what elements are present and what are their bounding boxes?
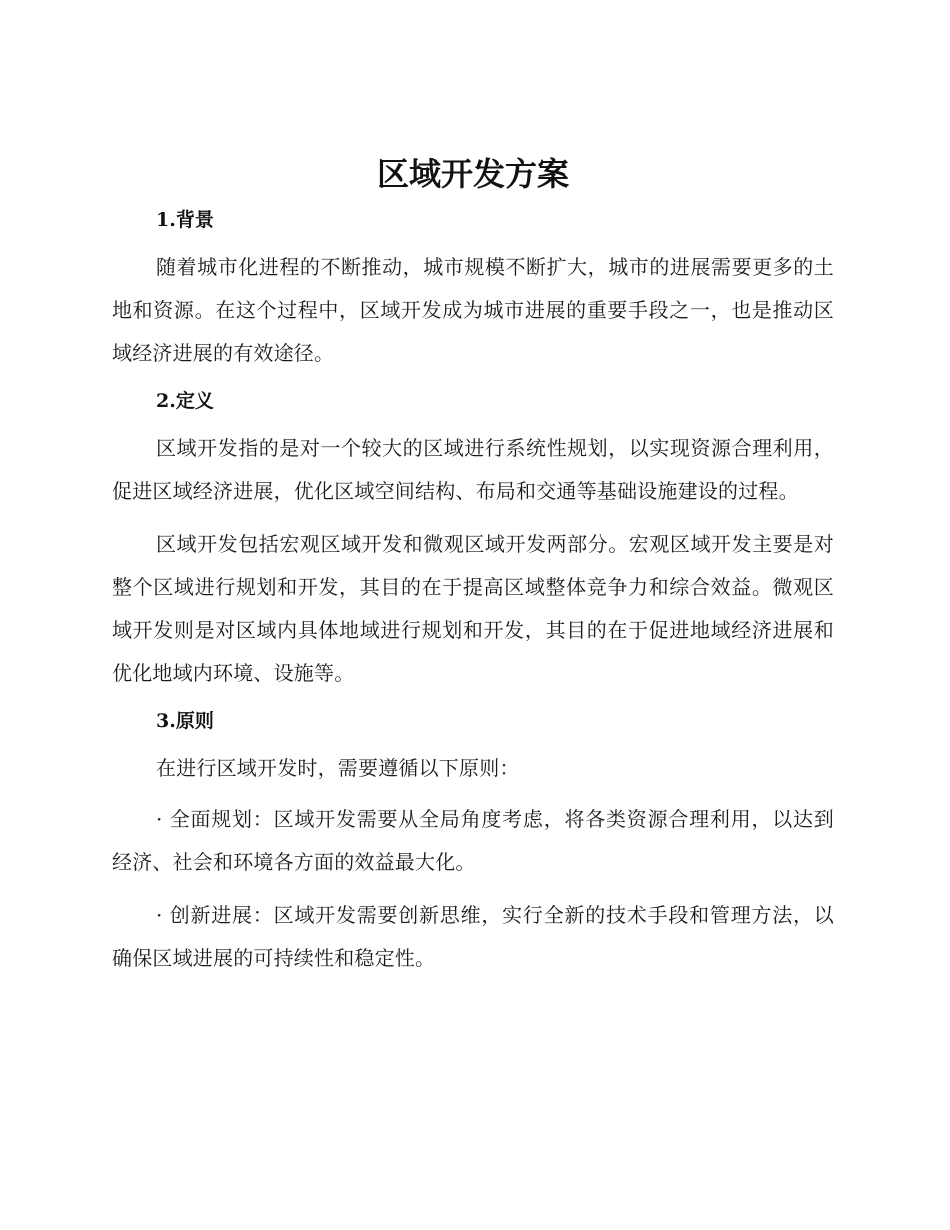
paragraph: 区域开发指的是对一个较大的区域进行系统性规划，以实现资源合理利用，促进区域经济进展，优化区域空间结构、布局和交通等基础设施建设的过程。 bbox=[112, 436, 834, 503]
paragraph: 区域开发包括宏观区域开发和微观区域开发两部分。宏观区域开发主要是对整个区域进行规划和开发，其目的在于提高区域整体竞争力和综合效益。微观区域开发则是对区域内具体地域进行规划和开发，其目的在于促进地域经济进展和优化地域内环境、设施等。 bbox=[112, 532, 834, 685]
paragraph: 随着城市化进程的不断推动，城市规模不断扩大，城市的进展需要更多的土地和资源。在这个过程中，区域开发成为城市进展的重要手段之一，也是推动区域经济进展的有效途径。 bbox=[112, 255, 834, 365]
document-page bbox=[112, 148, 834, 990]
paragraph: 在进行区域开发时，需要遵循以下原则： bbox=[156, 756, 520, 780]
section-heading-background: 1.背景 bbox=[156, 209, 214, 231]
section-principles bbox=[112, 705, 834, 980]
bullet-item: · 全面规划：区域开发需要从全局角度考虑，将各类资源合理利用，以达到经济、社会和环境各方面的效益最大化。 bbox=[112, 807, 834, 874]
section-heading-principles: 3.原则 bbox=[156, 710, 214, 732]
section-background bbox=[112, 204, 834, 375]
section-definition bbox=[112, 385, 834, 695]
document-title: 区域开发方案 bbox=[376, 155, 569, 193]
section-heading-definition: 2.定义 bbox=[156, 390, 214, 412]
bullet-item: · 创新进展：区域开发需要创新思维，实行全新的技术手段和管理方法，以确保区域进展的可持续性和稳定性。 bbox=[112, 903, 834, 970]
